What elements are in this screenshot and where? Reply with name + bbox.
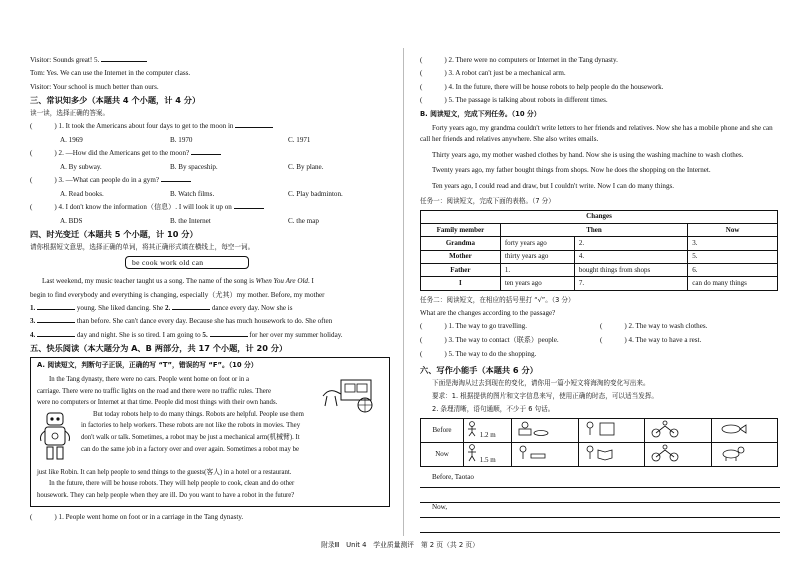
height-cell <box>464 443 512 467</box>
table-header: Then <box>500 223 687 236</box>
section-6-title: 六、写作小能手（本题共 6 分） <box>420 365 538 376</box>
before-label: Before <box>421 419 464 443</box>
option-b: B. Watch films. <box>170 189 215 198</box>
question-stem: ( ) 2. —How did the Americans get to the moon? <box>30 149 390 158</box>
tf-question: ( ) 3. A robot can't just be a mechanical arm. <box>420 69 566 78</box>
tf-question: ( ) 5. The passage is talking about robots in different times. <box>420 96 608 105</box>
cooking-icon <box>513 444 553 462</box>
table-row: Father 1. bought things from shops 6. <box>421 264 778 277</box>
carriage-icon <box>319 374 381 414</box>
dialog-line: Tom: Yes. We can use the Internet in the computer class. <box>30 69 191 78</box>
option-b: B. By spaceship. <box>170 162 218 171</box>
passage-b-paragraph: Forty years ago, my grandma couldn't write letters to her friends and relatives. Now she has a mobile phone and she can call her friends and relatives anywhere. She also writes emails. <box>420 123 773 144</box>
option-c: C. Play badminton. <box>288 189 343 198</box>
cloze-line: begin to find everybody and everything is changing, especially（尤其）my mother. Before, my mother <box>30 290 325 299</box>
dog-icon <box>713 444 753 462</box>
tick-item[interactable]: ( ) 5. The way to do the shopping. <box>420 350 537 359</box>
table-row: Grandma forty years ago 2. 3. <box>421 237 778 250</box>
fish-icon <box>713 420 753 438</box>
writing-area[interactable] <box>420 473 780 533</box>
section-6-req: 2. 条理清晰，语句通顺，不少于 6 句话。 <box>432 405 555 414</box>
tick-item[interactable]: ( ) 2. The way to wash clothes. <box>600 322 708 331</box>
changes-table <box>420 210 778 291</box>
option-a: A. By subway. <box>60 162 102 171</box>
options <box>60 136 390 145</box>
tf-question: ( ) 4. In the future, there will be house robots to help people do the housework. <box>420 82 664 91</box>
activity-cell <box>578 419 645 443</box>
option-c: C. By plane. <box>288 162 324 171</box>
section-3-instruction: 读一读，选择正确的答案。 <box>30 109 110 118</box>
table-row <box>421 443 778 467</box>
section-5-title: 五、快乐阅读（本大题分为 A、B 两部分，共 17 个小题，计 20 分） <box>30 343 288 354</box>
height-label: 1.5 m <box>479 456 496 465</box>
passage-b-paragraph: Twenty years ago, my father bought things from shops. Now he does the shopping on the Internet. <box>432 166 711 175</box>
task-2-instruction: 任务二：阅读短文，在相应的括号里打 “√”。（3 分） <box>420 295 575 304</box>
reading-icon <box>580 444 620 462</box>
page-footer: 附录Ⅲ Unit 4 学业质量测评 第 2 页（共 2 页） <box>321 541 479 549</box>
child-icon <box>466 444 478 462</box>
activity-cell <box>645 443 712 467</box>
writing-line[interactable] <box>420 488 780 503</box>
tick-item[interactable]: ( ) 3. The way to contact（联系）people. <box>420 336 559 345</box>
option-b: B. the Internet <box>170 216 211 225</box>
question-stem: ( ) 4. I don't know the information（信息）. I will look it up on <box>30 203 390 212</box>
left-column <box>30 56 390 526</box>
height-label: 1.2 m <box>479 431 496 440</box>
writing-line[interactable] <box>420 518 780 533</box>
activity-cell <box>578 443 645 467</box>
option-a: A. BDS <box>60 216 83 225</box>
word-bank: be cook work old can <box>125 256 249 269</box>
question-stem: ( ) 1. It took the Americans about four days to get to the moon in <box>30 122 390 131</box>
option-c: C. the map <box>288 216 319 225</box>
option-b: B. 1970 <box>170 135 193 144</box>
part-a-instruction: A. 阅读短文，判断句子正误，正确的写 “T”，错误的写 “F”。（10 分） <box>37 361 258 370</box>
drawing-icon <box>580 420 620 438</box>
question-block <box>30 176 390 198</box>
column-divider <box>403 48 404 536</box>
table-title: Changes <box>421 210 778 223</box>
question-stem: ( ) 3. —What can people do in a gym? <box>30 176 390 185</box>
now-label: Now <box>421 443 464 467</box>
task-2-question: What are the changes according to the passage? <box>420 308 556 317</box>
writing-line[interactable]: Before, Taotao <box>420 473 780 488</box>
activity-cell <box>711 443 778 467</box>
activity-cell <box>512 443 579 467</box>
eating-icon <box>513 420 553 438</box>
child-icon <box>466 421 478 437</box>
options <box>60 163 390 172</box>
tf-question: ( ) 2. There were no computers or Internet in the Tang dynasty. <box>420 56 618 64</box>
tick-list <box>420 322 780 364</box>
cycling-icon <box>646 420 686 438</box>
activity-cell <box>512 419 579 443</box>
cloze-line: 4. day and night. She is so tired. I am going to 5. for her over my summer holiday. <box>30 330 343 339</box>
section-4-instruction: 请你根据短文意思，选择正确的单词，将其正确形式填在横线上，每空一词。 <box>30 243 255 252</box>
section-6-req: 要求：1. 根据提供的图片和文字信息来写，使用正确的时态，可以适当发挥。 <box>432 392 658 401</box>
writing-line[interactable]: Now, <box>420 503 780 518</box>
passage-b-paragraph: Ten years ago, I could read and draw, but I couldn't write. Now I can do many things. <box>432 181 675 190</box>
activity-cell <box>645 419 712 443</box>
activity-cell <box>711 419 778 443</box>
section-6-desc: 下面是海淘从过去到现在的变化，请你用一篇小短文将海淘的变化写出来。 <box>432 379 650 388</box>
option-c: C. 1971 <box>288 135 311 144</box>
reading-box-a <box>30 357 390 507</box>
question-block <box>30 149 390 171</box>
question-block <box>30 122 390 144</box>
height-cell <box>464 419 512 443</box>
cloze-line: 3. than before. She can't dance every day. Because she has much housework to do. She often <box>30 317 333 326</box>
dialog-line: Visitor: Your school is much better than ours. <box>30 82 159 91</box>
cloze-line: Last weekend, my music teacher taught us a song. The name of the song is When You Are Old. I <box>42 277 314 286</box>
table-row: I ten years ago 7. can do many things <box>421 277 778 290</box>
cloze-passage <box>30 277 390 340</box>
dialog-line: Visitor: Sounds great! 5. <box>30 56 390 65</box>
tf-question: ( ) 1. People went home on foot or in a carriage in the Tang dynasty. <box>30 512 244 521</box>
picture-table <box>420 418 778 467</box>
robot-icon <box>37 411 73 463</box>
table-header: Family member <box>421 223 501 236</box>
section-3-title: 三、常识知多少（本题共 4 个小题，计 4 分） <box>30 95 201 106</box>
tick-item[interactable]: ( ) 4. The way to have a rest. <box>600 336 702 345</box>
passage-a: In the Tang dynasty, there were no cars. People went home on foot or in a carriage. There were no traffic lights on the road and there were no traffic rules. There were no computers or Internet at that time. People did most things with their own hands. But today robots help to do many things. Robots are helpful. People use them in factories to help workers. These robots are not like the robots in movies. They don't walk or talk. Sometimes, a robot may be just a mechanical arm(机械臂). It can do the same job in a factory over and over again. Sometimes a robot may be just like Robin. It can help people to send things to the guests(客人) in a hotel or a restaurant. In the future, there will be house robots. They will help people to cook, clean and do other housework. They can help people when they are ill. Do you want to have a robot in the future? <box>37 374 383 502</box>
tick-item[interactable]: ( ) 1. The way to go travelling. <box>420 322 527 331</box>
passage-b-paragraph: Thirty years ago, my mother washed clothes by hand. Now she is using the washing machine to wash clothes. <box>432 150 744 159</box>
option-a: A. Read books. <box>60 189 104 198</box>
cloze-line: 1. young. She liked dancing. She 2. dance every day. Now she is <box>30 303 293 312</box>
section-4-title: 四、时光变迁（本题共 5 个小题，计 10 分） <box>30 229 198 240</box>
cycling-icon <box>646 444 686 462</box>
option-a: A. 1969 <box>60 135 83 144</box>
table-row <box>421 419 778 443</box>
table-header: Now <box>688 223 778 236</box>
right-column <box>420 56 780 533</box>
task-1-instruction: 任务一：阅读短文，完成下面的表格。（7 分） <box>420 196 555 205</box>
options <box>60 217 390 226</box>
table-row: Mother thirty years ago 4. 5. <box>421 250 778 263</box>
question-block <box>30 203 390 225</box>
options <box>60 190 390 199</box>
part-b-instruction: B. 阅读短文，完成下列任务。（10 分） <box>420 109 541 118</box>
